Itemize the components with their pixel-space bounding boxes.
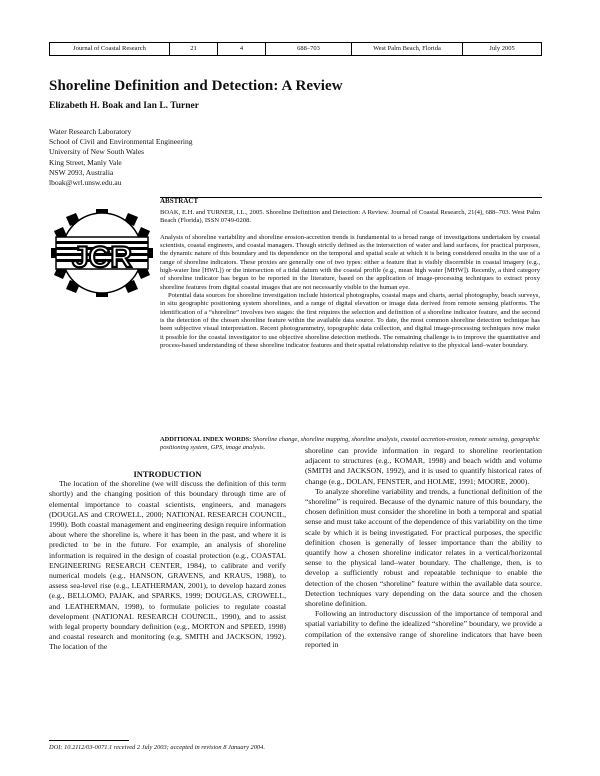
column-right [305,446,542,650]
index-words-text: Shoreline change, shoreline mapping, shoreline analysis, coastal accretion-erosion, remote sensing, geographic positioning system, GPS, image analysis. [160,436,540,452]
abstract-rule [160,197,542,198]
footnote: DOI: 10.2112/03-0071.1 received 2 July 2003; accepted in revision 8 January 2004. [49,744,265,751]
affiliation-line: NSW 2093, Australia [49,167,114,177]
affiliation-block [49,127,193,188]
affiliation-line: University of New South Wales [49,147,145,157]
header-issue: 4 [218,43,266,55]
affiliation-line: King Street, Manly Vale [49,157,122,167]
logo-text: JCR [71,241,133,274]
body-paragraph: shoreline can provide information in regard to shoreline reorientation adjacent to structures (e.g., KOMAR, 1998) and beach width and volume (SMITH and JACKSON, 1992), and it is used to quantify historical rates of change (e.g., DOLAN, FENSTER, and HOLME, 1991; MOORE, 2000). [305,446,542,486]
paper-authors: Elizabeth H. Boak and Ian L. Turner [49,101,199,111]
abstract-citation: BOAK, E.H. and TURNER, I.L., 2005. Shoreline Definition and Detection: A Review. Journal of Coastal Research, 21(4), 688–703. West Palm Beach (Florida), ISSN 0749-0208. [160,209,540,225]
body-paragraph: Following an introductory discussion of the importance of temporal and spatial variability to define the idealized “shoreline” boundary, we provide a compilation of the extensive range of shoreline indicators that have been reported in [305,609,542,649]
index-words-label: ADDITIONAL INDEX WORDS: [160,436,252,443]
paper-title: Shoreline Definition and Detection: A Review [49,78,343,94]
body-paragraph: To analyze shoreline variability and trends, a functional definition of the “shoreline” is required. Because of the dynamic nature of this boundary, the chosen definition must consider the shoreline in both a temporal and spatial sense and must take account of the dependence of this variability on the time scale by which it is being investigated. For practical purposes, the specific definition chosen is generally of lesser importance than the ability to quantify how a chosen shoreline indicator relates in a vertical/horizontal sense to the physical land–water boundary. The challenge, then, is to develop a sufficiently robust and repeatable technique to enable the detection of the chosen “shoreline” feature within the available data source. Detection techniques vary depending on the data source and the chosen shoreline definition. [305,486,542,609]
header-place: West Palm Beach, Florida [352,43,463,55]
affiliation-line: Water Research Laboratory [49,127,132,136]
footnote-rule [49,740,129,741]
abstract-paragraph: Analysis of shoreline variability and shoreline erosion-accretion trends is fundamental to a broad range of investigations undertaken by coastal scientists, coastal engineers, and coastal managers. Though strictly defined as the intersection of water and land surfaces, for practical purposes, the dynamic nature of this boundary and its dependence on the temporal and spatial scale at which it is being considered results in the use of a range of shoreline indicators. These proxies are generally one of two types: either a feature that is visibly discernible in coastal imagery (e.g., high-water line [HWL]) or the intersection of a tidal datum with the coastal profile (e.g., mean high water [MHW]). Recently, a third category of shoreline indicator has begun to be reported in the literature, based on the application of image-processing techniques to extract proxy shoreline features from digital coastal images that are not necessarily visible to the human eye. [160,233,540,291]
abstract-paragraph: Potential data sources for shoreline investigation include historical photographs, coastal maps and charts, aerial photography, beach surveys, in situ geographic positioning system shorelines, and a range of digital elevation or image data derived from remote sensing platforms. The identification of a “shoreline” involves two stages: the first requires the selection and definition of a shoreline indicator feature, and the second is the detection of the chosen shoreline feature within the available data source. To date, the most common shoreline detection technique has been subjective visual interpretation. Recent photogrammetry, topographic data collection, and digital image-processing techniques now make it possible for the coastal investigator to use objective shoreline detection methods. The remaining challenge is to improve the quantitative and process-based understanding of these shoreline indicator features and their spatial relationship relative to the physical land–water boundary. [160,292,540,350]
running-header [49,42,542,56]
header-volume: 21 [170,43,218,55]
header-date: July 2005 [489,45,515,52]
header-journal: Journal of Coastal Research [50,43,170,55]
column-left [49,469,286,653]
body-paragraph: The location of the shoreline (we will discuss the definition of this term shortly) and the changing position of this boundary through time are of elemental importance to coastal scientists, engineers, and managers (DOUGLAS and CROWELL, 2000; NATIONAL RESEARCH COUNCIL, 1990). Both coastal management and engineering design require information about where the shoreline is, where it has been in the past, and where it is predicted to be in the future. For example, an analysis of shoreline information is required in the design of coastal protection (e.g., COASTAL ENGINEERING RESEARCH CENTER, 1984), to calibrate and verify numerical models (e.g., HANSON, GRAVENS, and KRAUS, 1988), to assess sea-level rise (e.g., LEATHERMAN, 2001), to develop hazard zones (e.g., BELLOMO, PAJAK, and SPARKS, 1999; DOUGLAS, CROWELL, and LEATHERMAN, 1998), to formulate policies to regulate coastal development (NATIONAL RESEARCH COUNCIL, 1990), and to assist with legal property boundary definition (e.g., MORTON and SPEED, 1998) and coastal research and monitoring (e.g, SMITH and JACKSON, 1992). The location of the [49,479,286,652]
abstract-label: ABSTRACT [160,197,199,205]
section-heading: INTRODUCTION [133,469,202,479]
affiliation-line: School of Civil and Environmental Engineering [49,137,193,147]
jcr-logo [50,207,154,299]
header-pages: 688–703 [266,43,352,55]
abstract-body [160,209,540,351]
affiliation-email: lboak@wrl.unsw.edu.au [49,178,122,188]
